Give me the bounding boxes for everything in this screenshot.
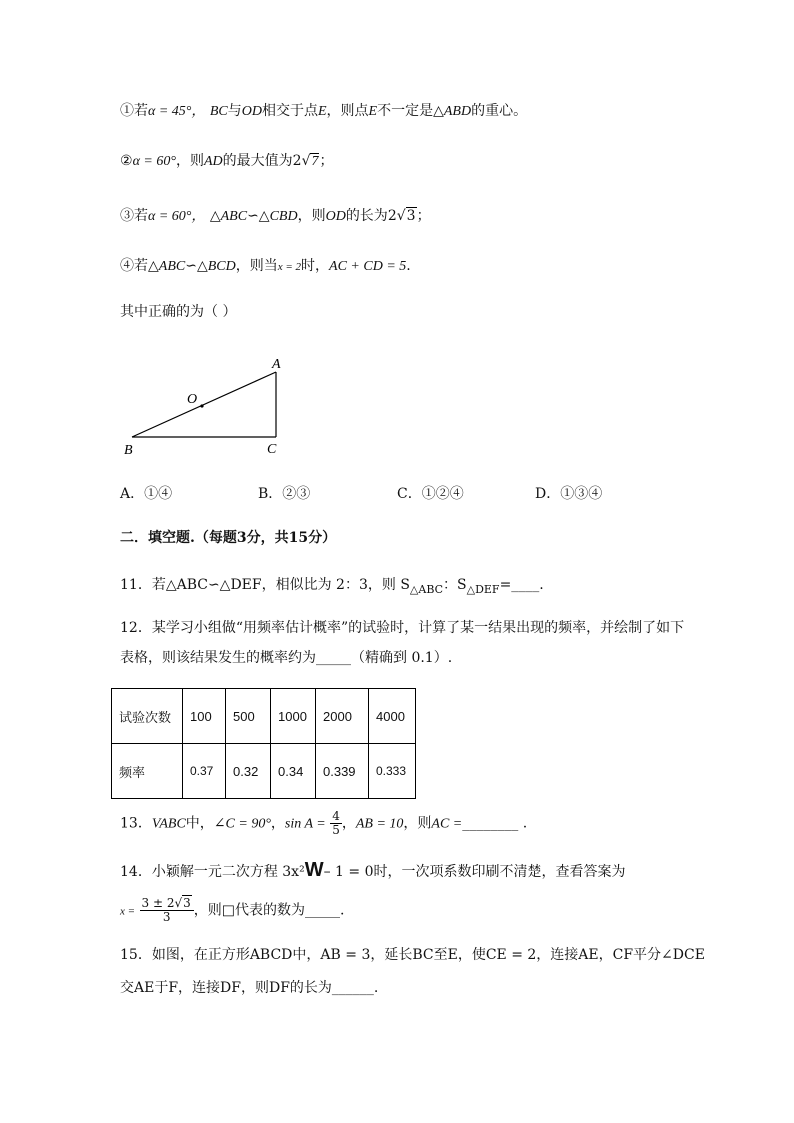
s4-mid2: 时，: [301, 258, 330, 274]
q13-den: 5: [332, 823, 340, 837]
s1-tri: △ABD: [433, 104, 472, 119]
table-cell: 100: [183, 689, 226, 744]
q14-line2-end: ，则□代表的数为_____.: [193, 902, 345, 919]
s3-sim: △ABC∽△CBD: [209, 209, 298, 224]
option-d: D．①③④: [535, 486, 603, 502]
question-13: [120, 810, 527, 837]
s4-sim: △ABC∽△BCD: [148, 259, 236, 274]
q11-sub2: △DEF: [466, 582, 500, 596]
table-row: [112, 744, 416, 799]
s2-rad: 7: [311, 154, 319, 169]
q13-ac: AC =: [431, 816, 463, 832]
q14-line1-end: – 1 = 0时，一次项系数印刷不清楚，查看答案为: [323, 864, 626, 880]
table-cell: 0.339: [316, 744, 369, 799]
s3-end: ；: [416, 208, 431, 224]
question-15-line1: 15．如图，在正方形ABCD中，AB = 3，延长BC至E，使CE = 2，连接AE，CF平分∠DCE: [120, 947, 705, 963]
q13-ab: AB = 10: [355, 816, 404, 832]
frequency-table: [111, 688, 416, 799]
q14-den: 3: [162, 910, 171, 924]
q13-num: 4: [332, 809, 340, 823]
question-12-line2: 表格，则该结果发生的概率约为_____（精确到 0.1）.: [120, 650, 453, 666]
s1-mid4: 不一定是: [377, 103, 434, 119]
table-cell: 2000: [316, 689, 369, 744]
q14-num-rad: 3: [183, 896, 191, 910]
question-14-line2: [120, 897, 344, 924]
s1-mid1: 与: [227, 103, 242, 119]
table-cell: 频率: [112, 744, 183, 799]
s2-prefix: ②: [120, 153, 133, 169]
s2-mid1: ，则: [175, 153, 204, 169]
s3-mid2: 的长为: [345, 208, 388, 224]
s4-expr: AC + CD = 5: [329, 259, 407, 274]
label-c: C: [267, 442, 277, 457]
s4-mid1: ，则当: [235, 258, 278, 274]
question-12-line1: 12．某学习小组做“用频率估计概率”的试验时，计算了某一结果出现的频率，并绘制了如下: [120, 620, 685, 636]
s2-ad: AD: [203, 154, 223, 169]
s1-end: 的重心。: [471, 103, 528, 119]
s3-mid1: ，则: [297, 208, 326, 224]
q14-prefix: 14．小颖解一元二次方程 3x²: [120, 864, 305, 880]
s2-end: ；: [319, 153, 334, 169]
q13-sin: sin A =: [284, 816, 326, 832]
q13-prefix: 13．: [120, 815, 152, 832]
option-a: A．①④: [120, 486, 173, 502]
s2-val: 2: [292, 153, 302, 169]
s1-mid2: 相交于点: [261, 103, 318, 119]
q13-fraction: [330, 810, 342, 837]
s2-alpha: α = 60°: [132, 154, 176, 169]
question-11: [120, 575, 544, 600]
s1-e2: E: [368, 104, 378, 119]
s3-alpha: α = 60°，: [148, 209, 206, 224]
q14-xeq: x =: [120, 905, 136, 918]
table-cell: 0.32: [226, 744, 271, 799]
table-cell: 试验次数: [112, 689, 183, 744]
q11-sub1: △ABC: [409, 582, 444, 596]
question-15-line2: 交AE于F，连接DF，则DF的长为______.: [120, 980, 379, 996]
label-a: A: [272, 357, 281, 372]
s4-prefix: ④若: [120, 258, 148, 274]
s2-mid2: 的最大值为: [222, 153, 293, 169]
side-ab: [132, 372, 276, 437]
s4-end: .: [406, 258, 411, 274]
q11-prefix: 11．若△ABC∽△DEF，相似比为 2：3，则 S: [120, 577, 410, 593]
q11-end: =____.: [499, 577, 544, 593]
s3-rad: 3: [406, 208, 416, 224]
question-14-line1: [120, 860, 625, 882]
table-cell: 4000: [369, 689, 416, 744]
s3-prefix: ③若: [120, 208, 148, 224]
q13-mid1: 中，: [185, 815, 214, 832]
s1-prefix: ①若: [120, 103, 148, 119]
s1-mid3: ，则点: [326, 103, 369, 119]
q14-smudge-mark: W: [304, 859, 324, 881]
option-b: B．②③: [258, 486, 311, 502]
table-cell: 0.34: [271, 744, 316, 799]
section-title: 二．填空题.（每题3分，共15分）: [120, 530, 337, 546]
q14-num-pre: 3 ± 2: [141, 896, 175, 910]
q11-mid: ：S: [443, 577, 467, 593]
table-cell: 0.333: [369, 744, 416, 799]
q14-fraction: $\frac{3 \pm 2√3}{3}$: [140, 897, 194, 924]
q13-end: ________ .: [462, 815, 528, 832]
statement-4: [120, 256, 411, 277]
s1-od: OD: [241, 104, 262, 119]
table-cell: 0.37: [183, 744, 226, 799]
statement-2: ②α = 60°，则AD的最大值为2√7；: [120, 153, 334, 169]
label-o: O: [187, 392, 198, 407]
q13-mid2: ，: [270, 815, 285, 832]
s1-bc: BC: [209, 104, 228, 119]
question-prompt: 其中正确的为（ ）: [120, 304, 237, 320]
statement-3: ③若α = 60°， △ABC∽△CBD，则OD的长为2√3；: [120, 208, 431, 224]
point-o: [200, 404, 203, 407]
q13-mid3: ，: [341, 815, 356, 832]
s1-alpha: α = 45°，: [148, 104, 206, 119]
statement-1: [120, 101, 527, 122]
s4-xeq: x = 2: [277, 261, 302, 273]
q13-mid4: ，则: [403, 815, 432, 832]
triangle-figure: [118, 352, 298, 462]
table-cell: 500: [226, 689, 271, 744]
table-row: [112, 689, 416, 744]
s1-e1: E: [317, 104, 327, 119]
q13-tri: VABC: [151, 816, 186, 832]
label-b: B: [124, 443, 133, 458]
option-c: C．①②④: [397, 486, 464, 502]
q13-angle: ∠C = 90°: [213, 816, 271, 832]
s3-val: 2: [387, 208, 397, 224]
s3-od: OD: [325, 209, 346, 224]
table-cell: 1000: [271, 689, 316, 744]
